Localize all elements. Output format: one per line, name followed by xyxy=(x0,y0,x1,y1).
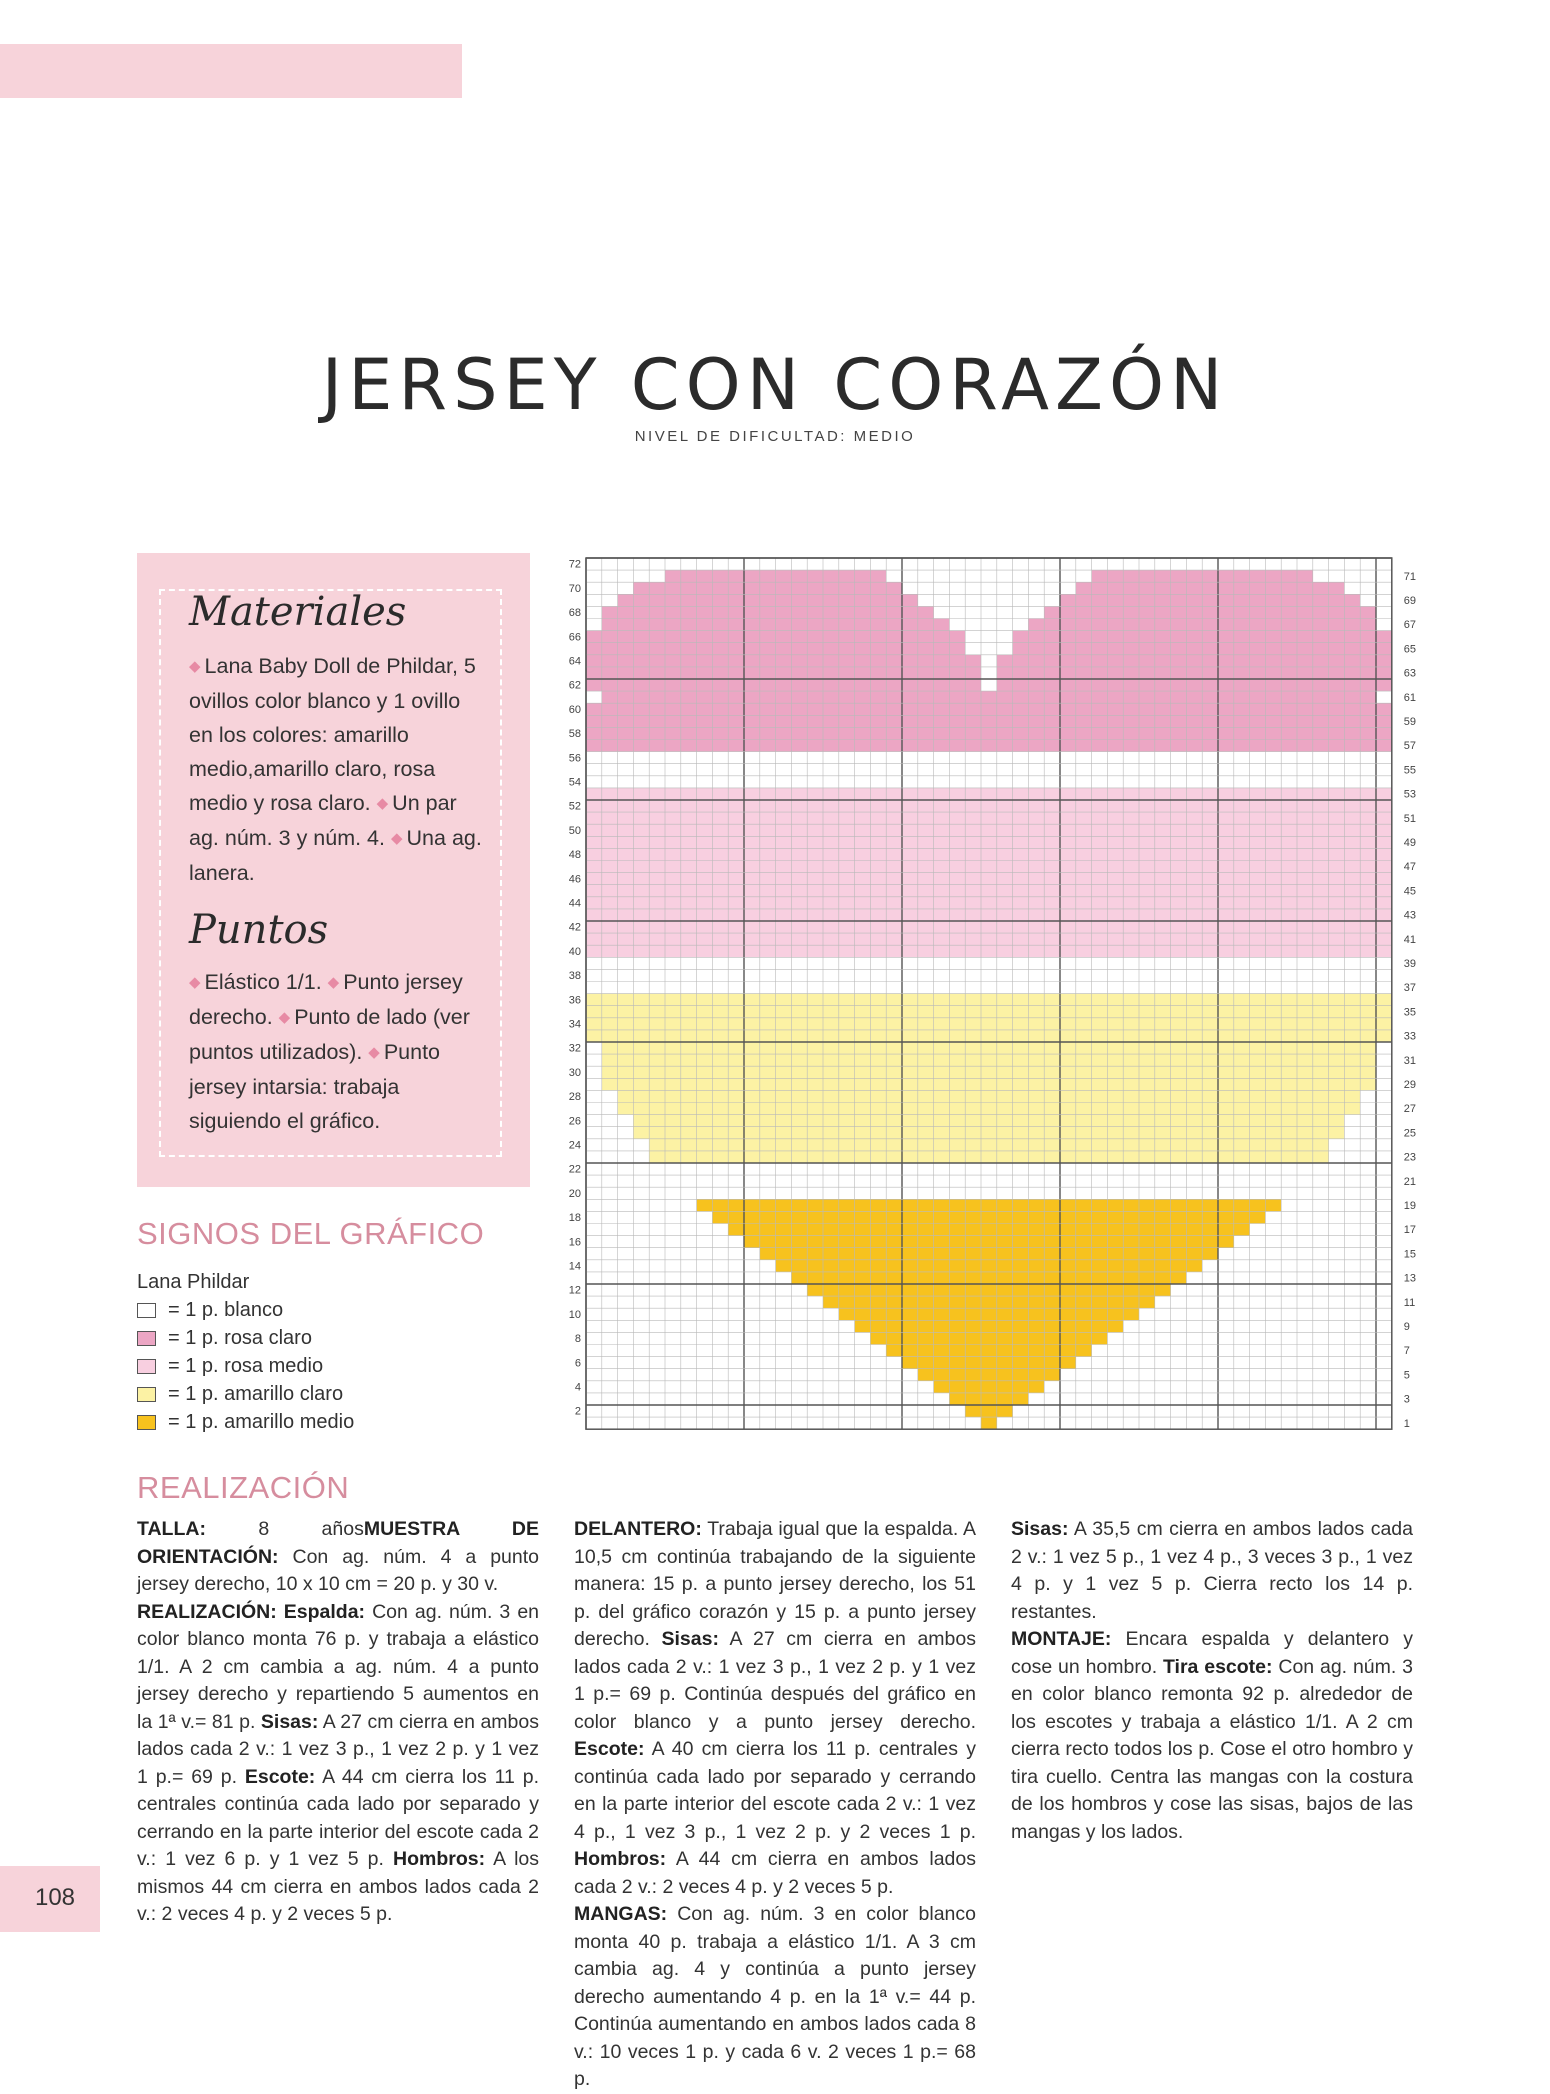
instruction-text: Encara espalda y delantero y cose un hombro. xyxy=(1011,1628,1413,1678)
instruction-text: A 44 cm cierra en ambos lados cada 2 v.: 2 veces 4 p. y 2 veces 5 p. xyxy=(574,1848,976,1898)
chart-row-label: 48 xyxy=(568,849,581,862)
chart-row-label: 66 xyxy=(568,631,581,644)
chart-cell-span xyxy=(586,848,1392,860)
color-swatch xyxy=(137,1359,156,1374)
chart-row-label: 59 xyxy=(1403,715,1417,728)
chart-cell-span xyxy=(744,1236,1234,1248)
chart-cell-span xyxy=(586,873,1392,885)
chart-row-label: 32 xyxy=(568,1042,581,1055)
instruction-text: Con ag. núm. 3 en color blanco remonta 92 p. alrededor de los escotes y trabaja a elástico 1/1. A 2 cm cierra recto todos los p. Cose el otro hombro y tira cuello. Centra las mangas con la costura de los hombros y cose las sisas, bajos de las mangas y los lados. xyxy=(1011,1655,1413,1843)
chart-cell-span xyxy=(697,1199,1282,1211)
chart-row-label: 1 xyxy=(1403,1417,1410,1430)
chart-cell-span xyxy=(586,727,1392,739)
instruction-label: Hombros: xyxy=(393,1848,486,1870)
instruction-text: Con ag. núm. 3 en color blanco monta 76 p. y trabaja a elástico 1/1. A 2 cm cambia a ag. núm. 4 a punto jersey derecho y repartiendo 5 aumentos en la 1ª v.= 81 p. xyxy=(137,1600,540,1733)
instruction-label: Escote: xyxy=(244,1765,316,1788)
chart-row-label: 35 xyxy=(1403,1006,1417,1019)
chart-row-label: 60 xyxy=(568,703,581,716)
chart-cell-span xyxy=(760,1248,1218,1260)
diamond-bullet-icon: ◆ xyxy=(189,658,201,675)
stitches-list xyxy=(189,965,489,1138)
chart-cell-span xyxy=(586,703,1392,715)
materials-item: Una ag. lanera. xyxy=(189,826,482,885)
chart-row-label: 64 xyxy=(568,655,581,668)
chart-cell-span xyxy=(997,655,1392,667)
chart-cell-span xyxy=(870,1332,1107,1344)
page-title: JERSEY CON CORAZÓN xyxy=(321,344,1229,426)
legend-item xyxy=(137,1296,527,1324)
chart-row-label: 27 xyxy=(1403,1103,1417,1116)
chart-row-label: 8 xyxy=(574,1333,581,1346)
instruction-label: MONTAJE: xyxy=(1011,1628,1112,1650)
chart-cell-span xyxy=(633,582,902,594)
chart-cell-span xyxy=(649,1139,1328,1151)
chart-row-label: 2 xyxy=(574,1405,581,1418)
chart-cell-span xyxy=(586,945,1392,957)
instruction-text: A 44 cm cierra los 11 p. centrales continúa cada lado por separado y cerrando en la parte interior del escote cada 2 v.: 1 vez 6 p. y 1 vez 5 p. xyxy=(137,1765,539,1870)
top-decor-bar xyxy=(0,44,462,98)
instruction-text: Con ag. núm. 3 en color blanco monta 40 p. trabaja a elástico 1/1. A 3 cm cambia ag. 4 y continúa a punto jersey derecho aumentando 4 p. en la 1ª v.= 44 p. Continúa aumentando en ambos lados cada 8 v.: 10 veces 1 p. y cada 6 v. 2 veces 1 p.= 68 p. xyxy=(574,1903,976,2090)
diamond-bullet-icon: ◆ xyxy=(278,1009,291,1026)
legend-item xyxy=(137,1352,527,1380)
chart-row-label: 63 xyxy=(1403,667,1417,680)
chart-row-label: 61 xyxy=(1403,691,1417,704)
chart-row-label: 33 xyxy=(1403,1030,1417,1043)
chart-row-label: 45 xyxy=(1403,885,1417,898)
materials-item: Lana Baby Doll de Phildar, 5 ovillos color blanco y 1 ovillo en los colores: amarillo medio,amarillo claro, rosa medio y rosa claro. xyxy=(189,654,476,815)
legend-label: = 1 p. amarillo medio xyxy=(168,1411,355,1433)
chart-row-label: 46 xyxy=(568,873,581,886)
instruction-label: Sisas: xyxy=(1011,1518,1069,1540)
chart-cell-span xyxy=(886,1345,1091,1357)
stitches-item: Punto jersey derecho. xyxy=(189,970,463,1029)
instruction-text: A los mismos 44 cm cierra en ambos lados cada 2 v.: 2 veces 4 p. y 2 veces 5 p. xyxy=(137,1848,539,1925)
chart-cell-span xyxy=(586,740,1392,752)
chart-row-label: 62 xyxy=(568,679,581,692)
legend-item xyxy=(137,1324,527,1352)
chart-cell-span xyxy=(586,715,1392,727)
legend-label: = 1 p. blanco xyxy=(168,1299,284,1321)
chart-row-label: 22 xyxy=(568,1163,581,1176)
chart-cell-span xyxy=(712,1211,1265,1223)
chart-row-label: 39 xyxy=(1403,957,1417,970)
chart-row-label: 25 xyxy=(1403,1127,1417,1140)
instruction-label: REALIZACIÓN: Espalda: xyxy=(137,1600,366,1623)
chart-row-label: 53 xyxy=(1403,788,1417,801)
instruction-text: A 27 cm cierra en ambos lados cada 2 v.: 1 vez 3 p., 1 vez 2 p. y 1 vez 1 p.= 69 p. xyxy=(137,1710,539,1788)
chart-row-label: 6 xyxy=(574,1357,581,1370)
color-swatch xyxy=(137,1303,156,1318)
chart-cell-span xyxy=(586,933,1392,945)
chart-cell-span xyxy=(602,606,934,618)
chart-cell-span xyxy=(586,836,1392,848)
materials-heading: Materiales xyxy=(189,589,407,635)
chart-cell-span xyxy=(586,909,1392,921)
instruction-label: Hombros: xyxy=(574,1848,667,1870)
stitches-item: Punto de lado (ver puntos utilizados). xyxy=(189,1005,470,1064)
chart-cell-span xyxy=(633,1127,1344,1139)
chart-row-label: 31 xyxy=(1403,1054,1417,1067)
chart-cell-span xyxy=(823,1296,1155,1308)
chart-row-label: 11 xyxy=(1403,1296,1416,1309)
chart-row-label: 19 xyxy=(1403,1199,1417,1212)
chart-cell-span xyxy=(997,667,1392,679)
materials-box xyxy=(137,553,530,1187)
chart-row-label: 51 xyxy=(1403,812,1417,825)
chart-cell-span xyxy=(586,1030,1392,1042)
chart-cell-span xyxy=(586,1018,1392,1030)
stitches-heading: Puntos xyxy=(189,907,329,953)
chart-cell-span xyxy=(918,1369,1060,1381)
chart-row-label: 71 xyxy=(1403,570,1417,583)
chart-cell-span xyxy=(965,1405,1012,1417)
instructions-column-1 xyxy=(137,1516,539,1929)
chart-cell-span xyxy=(807,1284,1170,1296)
chart-row-label: 49 xyxy=(1403,836,1417,849)
chart-row-label: 4 xyxy=(574,1381,581,1394)
chart-cell-span xyxy=(586,679,981,691)
chart-row-label: 65 xyxy=(1403,643,1417,656)
chart-cell-span xyxy=(981,1417,997,1429)
chart-cell-span xyxy=(586,885,1392,897)
chart-cell-span xyxy=(586,861,1392,873)
chart-row-label: 52 xyxy=(568,800,581,813)
chart-cell-span xyxy=(633,1115,1344,1127)
chart-row-label: 67 xyxy=(1403,619,1417,632)
chart-row-label: 47 xyxy=(1403,861,1417,874)
instruction-label: MANGAS: xyxy=(574,1903,668,1925)
chart-row-label: 56 xyxy=(568,752,581,765)
instruction-text: A 27 cm cierra en ambos lados cada 2 v.: 1 vez 3 p., 1 vez 2 p. y 1 vez 1 p.= 69 p. Continúa después del gráfico en color blanco y a punto jersey derecho. xyxy=(574,1628,976,1733)
chart-cell-span xyxy=(602,1066,1376,1078)
color-swatch xyxy=(137,1415,156,1430)
chart-row-label: 9 xyxy=(1403,1320,1410,1333)
chart-row-label: 68 xyxy=(568,607,581,620)
chart-row-label: 57 xyxy=(1403,740,1417,753)
diamond-bullet-icon: ◆ xyxy=(376,795,389,812)
chart-cell-span xyxy=(586,994,1392,1006)
chart-cell-span xyxy=(949,1393,1028,1405)
chart-cell-span xyxy=(586,824,1392,836)
chart-row-label: 26 xyxy=(568,1115,581,1128)
chart-cell-span xyxy=(776,1260,1203,1272)
chart-row-label: 14 xyxy=(568,1260,581,1273)
chart-row-label: 16 xyxy=(568,1236,581,1249)
chart-row-label: 40 xyxy=(568,945,581,958)
chart-cell-span xyxy=(1044,606,1376,618)
diamond-bullet-icon: ◆ xyxy=(390,830,403,847)
chart-cell-span xyxy=(586,897,1392,909)
chart-row-label: 58 xyxy=(568,728,581,741)
chart-cell-span xyxy=(586,812,1392,824)
chart-row-label: 3 xyxy=(1403,1393,1410,1406)
chart-row-label: 29 xyxy=(1403,1078,1417,1091)
chart-row-label: 50 xyxy=(568,824,581,837)
chart-row-label: 28 xyxy=(568,1091,581,1104)
materials-list xyxy=(189,649,489,890)
chart-row-label: 23 xyxy=(1403,1151,1417,1164)
chart-row-label: 55 xyxy=(1403,764,1417,777)
instruction-text: Trabaja igual que la espalda. A 10,5 cm continúa trabajando de la siguiente manera: 15 p. a punto jersey derecho, los 51 p. del gráfico corazón y 15 p. a punto jersey derecho. xyxy=(574,1518,976,1650)
chart-row-label: 12 xyxy=(568,1284,581,1297)
instruction-label: TALLA: xyxy=(137,1518,206,1540)
chart-cell-span xyxy=(728,1224,1249,1236)
instructions-column-2 xyxy=(574,1516,976,2094)
color-swatch xyxy=(137,1387,156,1402)
chart-row-label: 70 xyxy=(568,582,581,595)
chart-row-label: 41 xyxy=(1403,933,1417,946)
instruction-text: A 35,5 cm cierra en ambos lados cada 2 v.: 1 vez 5 p., 1 vez 4 p., 3 veces 3 p., 1 vez 4 p. y 1 vez 5 p. Cierra recto los 14 p. restantes. xyxy=(1011,1518,1413,1623)
chart-row-label: 18 xyxy=(568,1212,581,1225)
instructions-column-3 xyxy=(1011,1516,1413,1846)
chart-row-label: 15 xyxy=(1403,1248,1417,1261)
chart-row-label: 72 xyxy=(568,558,581,571)
instruction-label: Escote: xyxy=(574,1738,645,1760)
chart-cell-span xyxy=(586,1006,1392,1018)
legend-heading: SIGNOS DEL GRÁFICO xyxy=(137,1216,485,1251)
chart-cell-span xyxy=(855,1320,1124,1332)
instruction-label: MUESTRA DE ORIENTACIÓN: xyxy=(137,1518,539,1568)
chart-row-label: 34 xyxy=(568,1018,581,1031)
chart-row-label: 30 xyxy=(568,1066,581,1079)
instruction-label: DELANTERO: xyxy=(574,1518,702,1540)
chart-row-label: 10 xyxy=(568,1308,581,1321)
legend-item xyxy=(137,1380,527,1408)
chart-row-label: 43 xyxy=(1403,909,1417,922)
chart-cell-span xyxy=(618,594,918,606)
chart-cell-span xyxy=(618,1090,1361,1102)
legend-label: = 1 p. rosa claro xyxy=(168,1327,312,1349)
chart-cell-span xyxy=(902,1357,1076,1369)
legend-label: = 1 p. rosa medio xyxy=(168,1355,324,1377)
legend-label: = 1 p. amarillo claro xyxy=(168,1383,344,1405)
instructions-heading: REALIZACIÓN xyxy=(137,1470,350,1505)
instruction-text: Con ag. núm. 4 a punto jersey derecho, 10 x 10 cm = 20 p. y 30 v. xyxy=(137,1545,539,1595)
chart-cell-span xyxy=(934,1381,1045,1393)
chart-cell-span xyxy=(586,921,1392,933)
instruction-text: A 40 cm cierra los 11 p. centrales y continúa cada lado por separado y cerrando en la parte interior del escote cada 2 v.: 1 vez 4 p., 1 vez 3 p., 1 vez 2 p. y 2 veces 1 p. xyxy=(574,1738,976,1843)
legend-brand: Lana Phildar xyxy=(137,1271,250,1293)
chart-row-label: 42 xyxy=(568,921,581,934)
chart-cell-span xyxy=(997,679,1392,691)
instruction-text: 8 años xyxy=(205,1518,364,1540)
chart-cell-span xyxy=(586,655,981,667)
chart-row-label: 24 xyxy=(568,1139,581,1152)
chart-row-label: 13 xyxy=(1403,1272,1417,1285)
chart-row-label: 5 xyxy=(1403,1369,1410,1382)
legend-item xyxy=(137,1408,527,1436)
instruction-label: Sisas: xyxy=(260,1710,319,1733)
stitches-item: Punto jersey intarsia: trabaja siguiendo el gráfico. xyxy=(189,1040,441,1133)
stitches-item: Elástico 1/1. xyxy=(204,970,322,994)
chart-cell-span xyxy=(839,1308,1139,1320)
chart-cell-span xyxy=(586,667,981,679)
color-swatch xyxy=(137,1331,156,1346)
chart-cell-span xyxy=(602,1042,1376,1054)
chart-row-label: 69 xyxy=(1403,594,1417,607)
chart-row-label: 7 xyxy=(1403,1345,1410,1358)
chart-cell-span xyxy=(618,1103,1361,1115)
chart-cell-span xyxy=(586,800,1392,812)
diamond-bullet-icon: ◆ xyxy=(327,974,340,991)
chart-cell-span xyxy=(602,1054,1376,1066)
chart-legend xyxy=(137,1268,527,1436)
chart-row-label: 21 xyxy=(1403,1175,1417,1188)
diamond-bullet-icon: ◆ xyxy=(368,1044,380,1061)
chart-cell-span xyxy=(602,1078,1376,1090)
chart-row-label: 44 xyxy=(568,897,581,910)
chart-cell-span xyxy=(649,1151,1328,1163)
instruction-label: Sisas: xyxy=(661,1628,719,1650)
heart-knitting-chart xyxy=(548,550,1418,1436)
chart-row-label: 20 xyxy=(568,1187,581,1200)
chart-cell-span xyxy=(586,788,1392,800)
difficulty-level: NIVEL DE DIFICULTAD: MEDIO xyxy=(634,428,916,445)
chart-row-label: 36 xyxy=(568,994,581,1007)
diamond-bullet-icon: ◆ xyxy=(189,974,201,991)
chart-cell-span xyxy=(791,1272,1186,1284)
chart-row-label: 37 xyxy=(1403,982,1417,995)
materials-item: Un par ag. núm. 3 y núm. 4. xyxy=(189,791,457,850)
page-number: 108 xyxy=(34,1884,76,1911)
chart-row-label: 17 xyxy=(1403,1224,1417,1237)
chart-row-label: 54 xyxy=(568,776,581,789)
chart-row-label: 38 xyxy=(568,970,581,983)
chart-cell-span xyxy=(1060,594,1360,606)
instruction-label: Tira escote: xyxy=(1162,1655,1273,1678)
chart-cell-span xyxy=(1076,582,1345,594)
chart-cell-span xyxy=(602,691,1376,703)
